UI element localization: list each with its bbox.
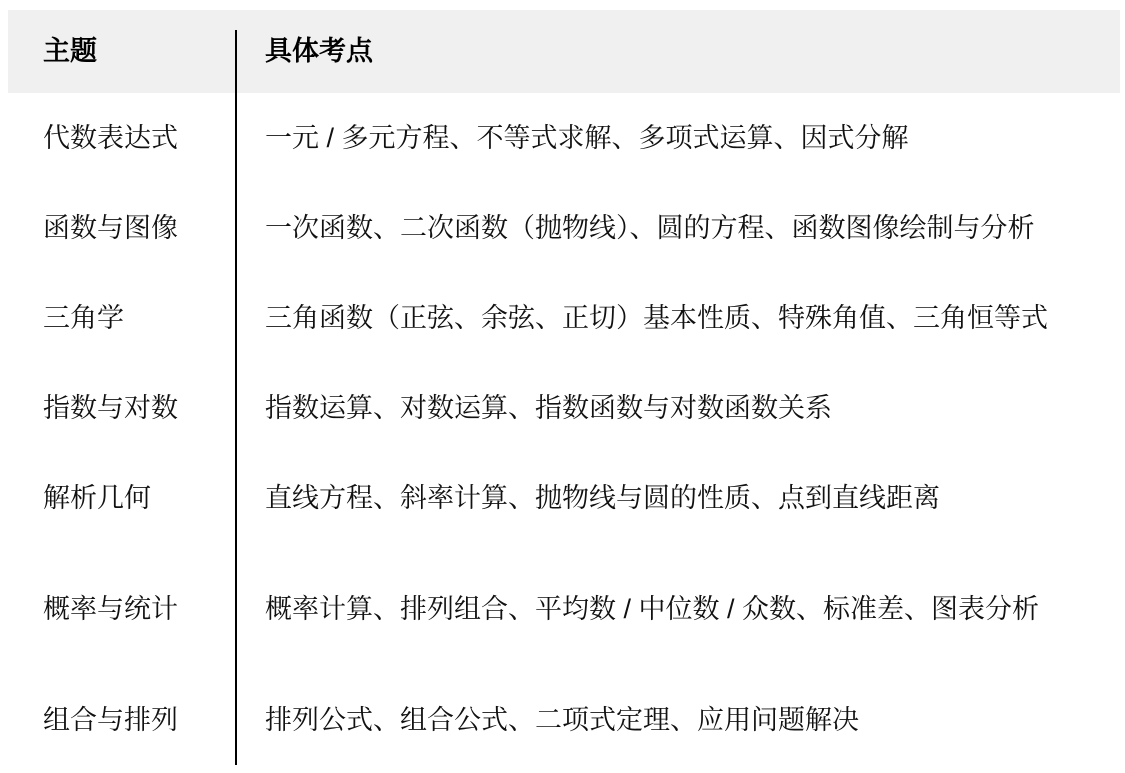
table-header-row [8, 10, 1120, 93]
table-row [8, 93, 1120, 183]
table-row [8, 273, 1120, 363]
table-row [8, 183, 1120, 273]
topic-cell: 函数与图像 [43, 212, 178, 243]
topic-cell: 代数表达式 [43, 122, 178, 153]
points-cell: 一次函数、二次函数（抛物线）、圆的方程、函数图像绘制与分析 [265, 212, 1035, 243]
table-row [8, 675, 1120, 765]
topics-table [8, 10, 1120, 765]
topic-cell: 概率与统计 [43, 593, 178, 624]
points-cell: 直线方程、斜率计算、抛物线与圆的性质、点到直线距离 [265, 482, 940, 513]
points-cell: 概率计算、排列组合、平均数 / 中位数 / 众数、标准差、图表分析 [265, 593, 1040, 624]
column-divider-line [235, 30, 237, 765]
topic-cell: 组合与排列 [43, 704, 178, 735]
points-cell: 排列公式、组合公式、二项式定理、应用问题解决 [265, 704, 859, 735]
column-header-topic: 主题 [43, 36, 97, 66]
points-cell: 三角函数（正弦、余弦、正切）基本性质、特殊角值、三角恒等式 [265, 302, 1048, 333]
table-row [8, 363, 1120, 453]
points-cell: 一元 / 多元方程、不等式求解、多项式运算、因式分解 [265, 122, 909, 153]
table-row [8, 543, 1120, 675]
topic-cell: 解析几何 [43, 482, 151, 513]
column-header-points: 具体考点 [265, 36, 373, 66]
table-row [8, 453, 1120, 543]
topic-cell: 三角学 [43, 302, 124, 333]
topic-cell: 指数与对数 [43, 392, 178, 423]
points-cell: 指数运算、对数运算、指数函数与对数函数关系 [265, 392, 832, 423]
